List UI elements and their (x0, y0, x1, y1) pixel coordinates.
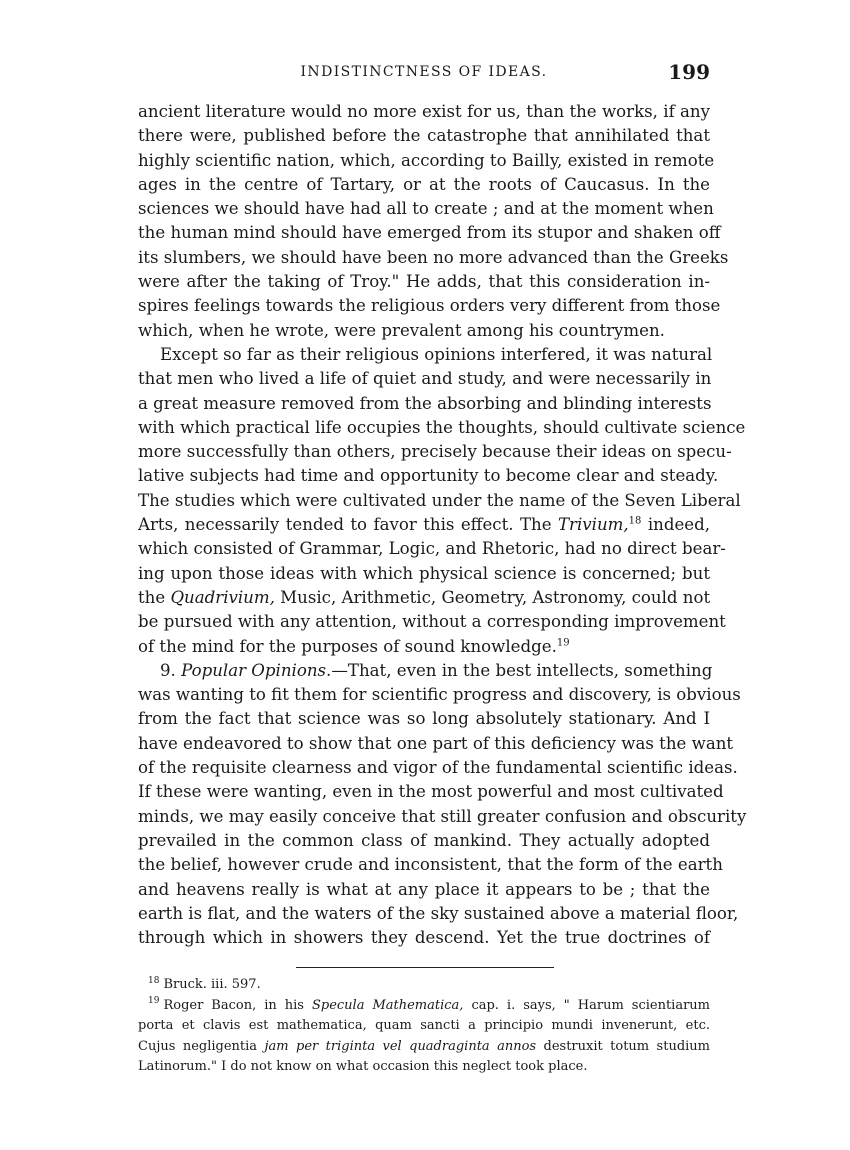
text-line (138, 635, 710, 659)
paragraph-3 (138, 659, 747, 951)
footnote-ref-19[interactable]: 19 (556, 637, 570, 648)
text-line-trivium (138, 513, 710, 537)
text-line: ing upon those ideas with which physical science is concerned; but (138, 563, 710, 583)
paragraph-1 (138, 100, 729, 343)
text-line: from the fact that science was so long absolutely stationary. And I (138, 709, 710, 729)
footnote-text: destruxit totum studium (536, 1038, 710, 1054)
footnote-19 (138, 996, 710, 1078)
text-line: of the requisite clearness and vigor of the fundamental scientific ideas. (138, 758, 738, 778)
section-number: 9. (160, 660, 182, 680)
text-line: more successfully than others, precisely because their ideas on specu- (138, 442, 732, 462)
text-line: which consisted of Grammar, Logic, and Rhetoric, had no direct bear- (138, 539, 726, 559)
text-line: spires feelings towards the religious orders very different from those (138, 296, 721, 316)
body-text (138, 100, 747, 950)
text-line: ancient literature would no more exist for us, than the works, if any (138, 102, 710, 121)
footnote-italic: jam per triginta vel quadraginta annos (264, 1038, 537, 1054)
footnote-text: cap. i. says, " Harum scientiarum (463, 997, 711, 1013)
text-segment: of the mind for the purposes of sound knowledge. (138, 636, 557, 656)
footnote-ref-18[interactable]: 18 (628, 515, 642, 527)
footnote-divider (296, 967, 554, 968)
text-line: have endeavored to show that one part of this deficiency was the want (138, 733, 734, 753)
footnote-text: Bruck. iii. 597. (163, 977, 261, 992)
footnote-title: Specula Mathematica, (311, 997, 464, 1013)
text-line: be pursued with any attention, without a corresponding improvement (138, 612, 726, 632)
footnote-line (138, 1037, 710, 1058)
text-line-section-heading (138, 659, 713, 683)
term-trivium: Trivium, (557, 515, 629, 535)
text-segment: the (138, 587, 171, 607)
text-line: its slumbers, we should have been no more advanced than the Greeks (138, 247, 729, 267)
text-line: that men who lived a life of quiet and study, and were necessarily in (138, 369, 712, 389)
running-title: INDISTINCTNESS OF IDEAS. (300, 64, 548, 80)
text-line: minds, we may easily conceive that still greater confusion and obscurity (138, 806, 747, 826)
text-line: Except so far as their religious opinions interfered, it was natural (160, 344, 713, 364)
text-line: which, when he wrote, were prevalent among his countrymen. (138, 320, 665, 340)
text-line: there were, published before the catastrophe that annihilated that (138, 126, 710, 146)
footnote-text: Cujus negligentia (138, 1038, 265, 1054)
text-line: the belief, however crude and inconsistent, that the form of the earth (138, 855, 723, 875)
text-segment: Music, Arithmetic, Geometry, Astronomy, could not (274, 587, 711, 607)
footnote-line: Latinorum." I do not know on what occasion this neglect took place. (138, 1059, 588, 1074)
footnote-mark: 18 (148, 975, 160, 986)
text-segment: —That, even in the best intellects, something (331, 660, 713, 680)
text-line: was wanting to fit them for scientific progress and discovery, is obvious (138, 685, 741, 705)
footnotes (138, 975, 710, 1078)
footnote-line (138, 996, 710, 1017)
text-line: the human mind should have emerged from its stupor and shaken off (138, 223, 721, 243)
text-segment: indeed, (641, 515, 710, 535)
page-header (138, 60, 710, 90)
text-line: and heavens really is what at any place it appears to be ; that the (138, 879, 710, 899)
text-line: sciences we should have had all to create ; and at the moment when (138, 199, 714, 219)
text-line: The studies which were cultivated under the name of the Seven Liberal (138, 490, 741, 510)
footnote-line (138, 975, 710, 996)
footnote-18 (138, 975, 710, 996)
text-line: If these were wanting, even in the most powerful and most cultivated (138, 782, 724, 802)
text-segment: Arts, necessarily tended to favor this effect. The (138, 515, 558, 535)
text-line: a great measure removed from the absorbing and blinding interests (138, 393, 712, 413)
section-heading: Popular Opinions. (181, 660, 332, 680)
text-line: ages in the centre of Tartary, or at the roots of Caucasus. In the (138, 174, 710, 194)
footnote-mark: 19 (148, 996, 160, 1007)
footnote-text: Roger Bacon, in his (163, 997, 312, 1013)
text-line: were after the taking of Troy." He adds, that this consideration in- (138, 272, 710, 292)
term-quadrivium: Quadrivium, (170, 587, 275, 607)
page-number: 199 (668, 60, 710, 84)
text-line: through which in showers they descend. Yet the true doctrines of (138, 928, 710, 948)
text-line: with which practical life occupies the thoughts, should cultivate science (138, 417, 746, 437)
text-line: earth is flat, and the waters of the sky sustained above a material floor, (138, 903, 739, 923)
text-line: lative subjects had time and opportunity to become clear and steady. (138, 466, 719, 486)
text-line: prevailed in the common class of mankind. They actually adopted (138, 830, 710, 850)
footnote-line: porta et clavis est mathematica, quam sancti a principio mundi invenerunt, etc. (138, 1018, 710, 1033)
text-line-quadrivium (138, 586, 710, 610)
paragraph-2 (138, 343, 746, 659)
text-line: highly scientific nation, which, according to Bailly, existed in remote (138, 150, 715, 170)
